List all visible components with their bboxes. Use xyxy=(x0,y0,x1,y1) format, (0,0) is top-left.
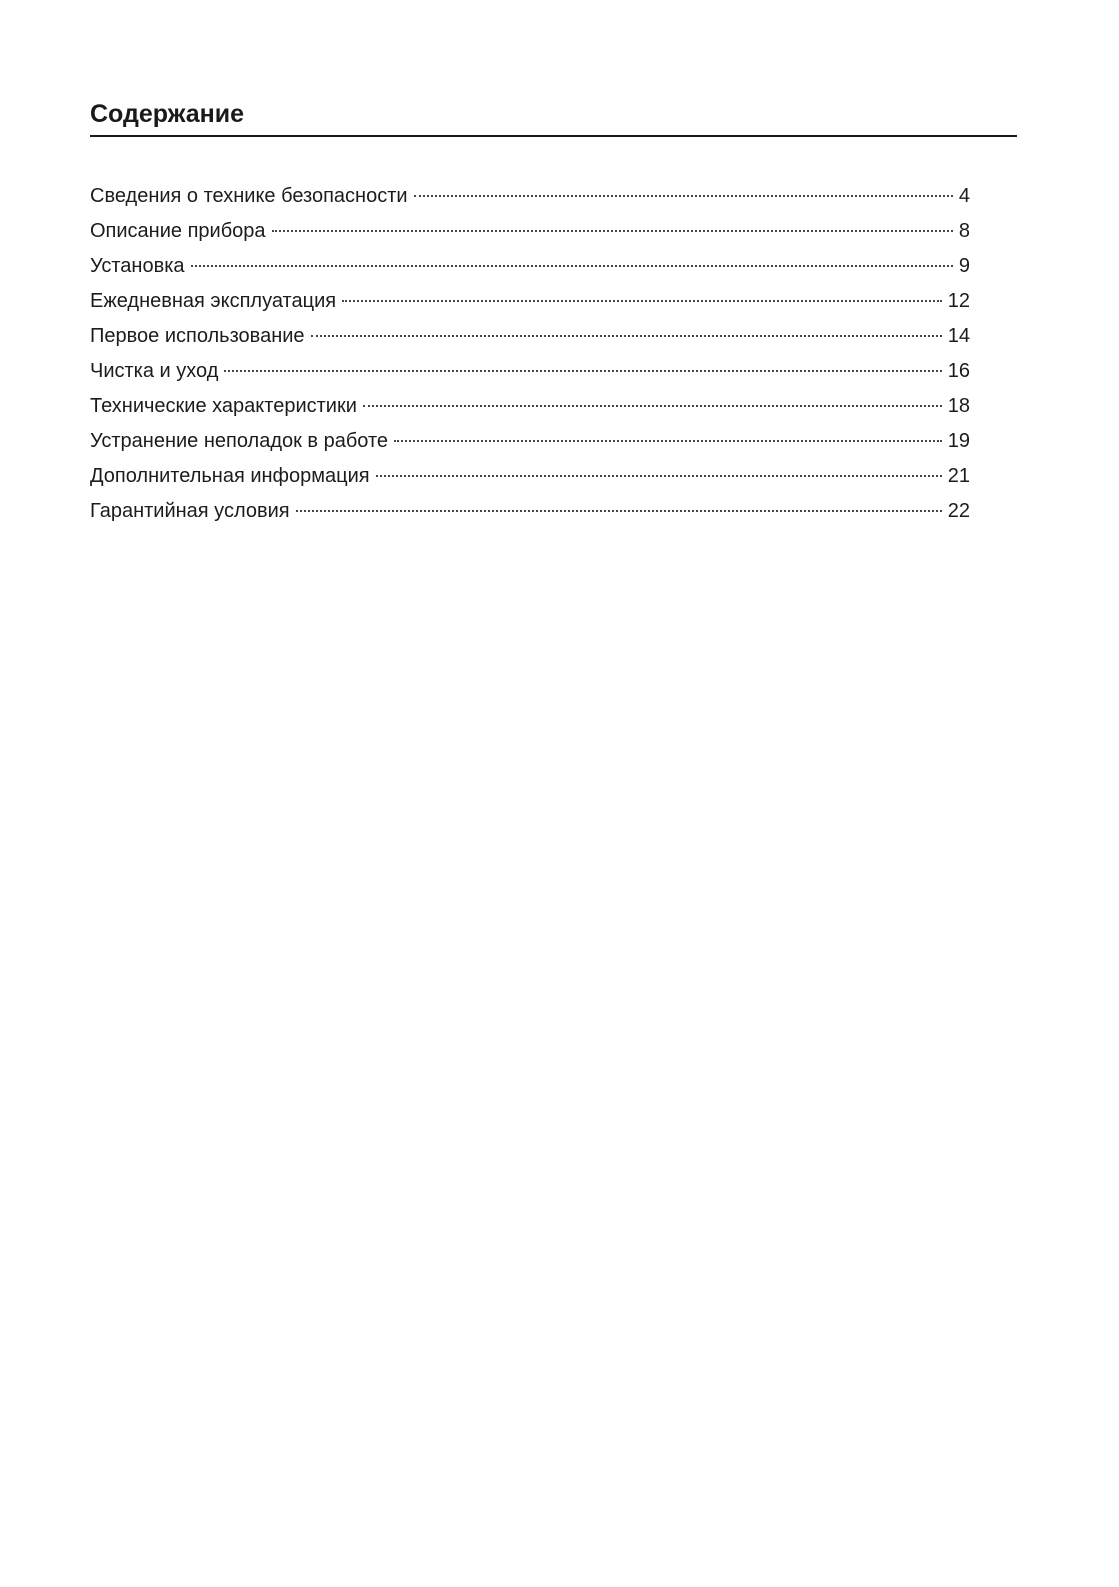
toc-entry-label: Первое использование xyxy=(90,325,305,347)
toc-entry-cleaning[interactable] xyxy=(90,354,970,389)
toc-entry-page: 21 xyxy=(947,465,970,487)
toc-entry-label: Чистка и уход xyxy=(90,360,219,382)
dot-leader xyxy=(342,300,942,302)
toc-entry-page: 12 xyxy=(947,290,970,312)
toc-entry-page: 4 xyxy=(958,185,970,207)
toc-entry-page: 14 xyxy=(947,325,970,347)
dot-leader xyxy=(394,440,942,442)
dot-leader xyxy=(414,195,953,197)
toc-entry-page: 8 xyxy=(958,220,970,242)
toc-entry-safety[interactable] xyxy=(90,179,970,214)
toc-entry-daily-use[interactable] xyxy=(90,284,970,319)
toc-entry-description[interactable] xyxy=(90,214,970,249)
toc-entry-label: Сведения о технике безопасности xyxy=(90,185,408,207)
toc-entry-label: Технические характеристики xyxy=(90,395,357,417)
toc-entry-page: 18 xyxy=(947,395,970,417)
toc-entry-first-use[interactable] xyxy=(90,319,970,354)
toc-entry-warranty[interactable] xyxy=(90,494,970,529)
dot-leader xyxy=(224,370,941,372)
toc-entry-additional-info[interactable] xyxy=(90,459,970,494)
dot-leader xyxy=(272,230,953,232)
toc-entry-page: 22 xyxy=(947,500,970,522)
dot-leader xyxy=(311,335,942,337)
title-divider xyxy=(90,135,1017,137)
toc-entry-page: 9 xyxy=(958,255,970,277)
toc-entry-label: Гарантийная условия xyxy=(90,500,290,522)
dot-leader xyxy=(296,510,942,512)
toc-entry-label: Установка xyxy=(90,255,185,277)
toc-entry-label: Дополнительная информация xyxy=(90,465,370,487)
toc-entry-label: Устранение неполадок в работе xyxy=(90,430,389,452)
toc-entry-installation[interactable] xyxy=(90,249,970,284)
toc-entry-page: 19 xyxy=(947,430,970,452)
toc-entry-label: Описание прибора xyxy=(90,220,266,242)
toc-entry-label: Ежедневная эксплуатация xyxy=(90,290,337,312)
dot-leader xyxy=(376,475,942,477)
dot-leader xyxy=(363,405,942,407)
dot-leader xyxy=(191,265,953,267)
toc-entry-troubleshooting[interactable] xyxy=(90,424,970,459)
toc-entry-specifications[interactable] xyxy=(90,389,970,424)
table-of-contents xyxy=(90,179,970,529)
toc-entry-page: 16 xyxy=(947,360,970,382)
page-title: Содержание xyxy=(90,100,245,128)
